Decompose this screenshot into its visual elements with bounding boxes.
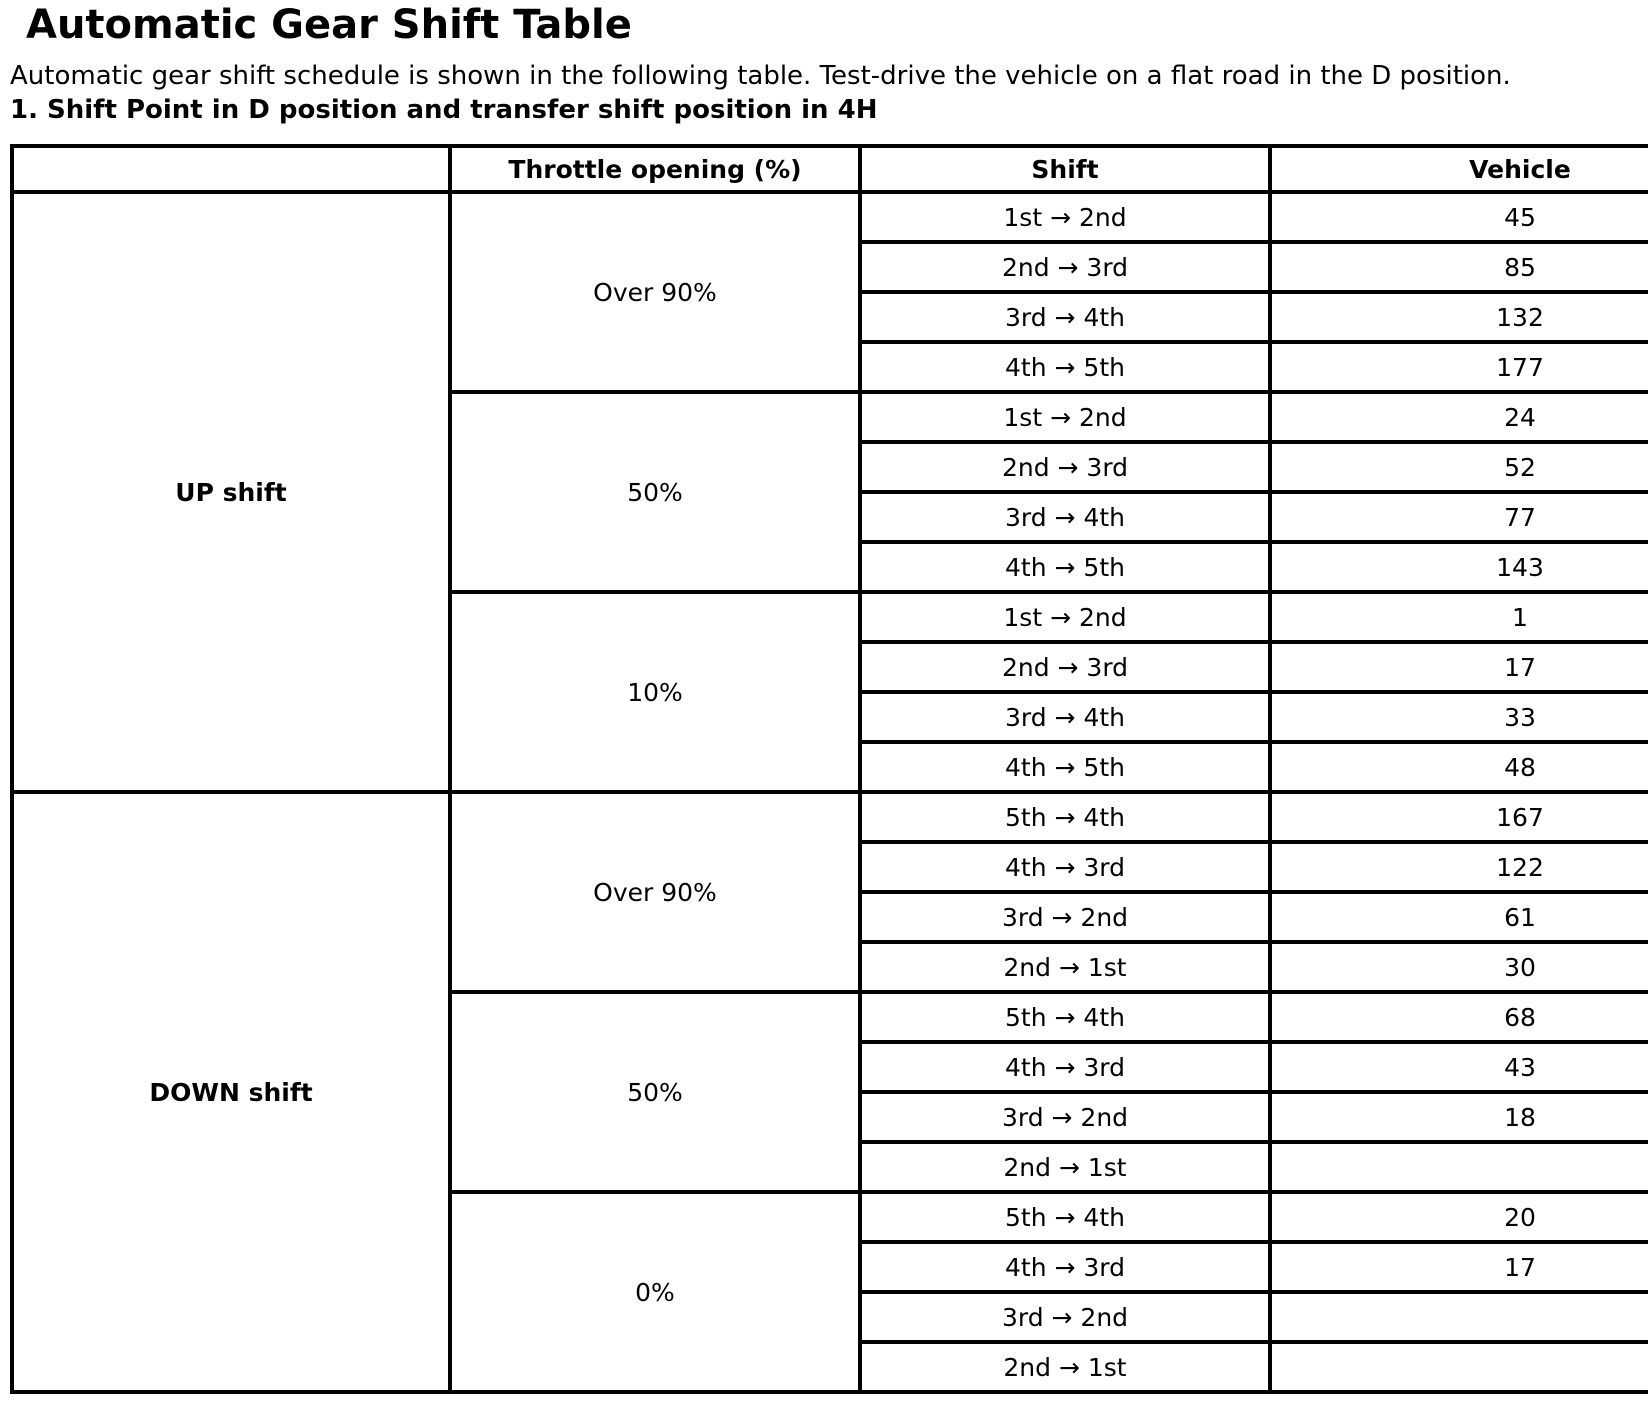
table-row [12,192,1648,242]
vehicle-speed-cell [1270,1142,1648,1192]
shift-cell: 5th → 4th [860,1192,1270,1242]
shift-cell: 3rd → 4th [860,692,1270,742]
shift-group-cell: UP shift [12,192,450,792]
vehicle-speed-cell: 167 [1270,792,1648,842]
page-title: Automatic Gear Shift Table [26,2,632,48]
vehicle-speed-cell: 122 [1270,842,1648,892]
vehicle-speed-cell: 17 [1270,1242,1648,1292]
shift-cell: 4th → 3rd [860,842,1270,892]
header-shift: Shift [860,146,1270,192]
shift-cell: 2nd → 1st [860,942,1270,992]
vehicle-speed-cell: 24 [1270,392,1648,442]
shift-cell: 1st → 2nd [860,592,1270,642]
vehicle-speed-cell: 17 [1270,642,1648,692]
vehicle-speed-cell: 143 [1270,542,1648,592]
shift-cell: 4th → 5th [860,542,1270,592]
vehicle-speed-cell: 132 [1270,292,1648,342]
shift-cell: 1st → 2nd [860,392,1270,442]
shift-cell: 2nd → 3rd [860,242,1270,292]
throttle-cell: 50% [450,392,860,592]
intro-text: Automatic gear shift schedule is shown in the following table. Test-drive the vehicle on a flat road in the D position. [10,61,1511,91]
shift-cell: 2nd → 1st [860,1342,1270,1392]
shift-cell: 2nd → 3rd [860,442,1270,492]
shift-cell: 5th → 4th [860,992,1270,1042]
vehicle-speed-cell: 177 [1270,342,1648,392]
vehicle-speed-cell: 33 [1270,692,1648,742]
throttle-cell: Over 90% [450,792,860,992]
vehicle-speed-cell: 45 [1270,192,1648,242]
shift-cell: 5th → 4th [860,792,1270,842]
vehicle-speed-cell: 20 [1270,1192,1648,1242]
vehicle-speed-cell: 30 [1270,942,1648,992]
section-heading: 1. Shift Point in D position and transfer shift position in 4H [10,95,878,125]
shift-cell: 3rd → 2nd [860,892,1270,942]
vehicle-speed-cell: 18 [1270,1092,1648,1142]
shift-cell: 2nd → 3rd [860,642,1270,692]
shift-cell: 4th → 3rd [860,1242,1270,1292]
shift-cell: 3rd → 2nd [860,1292,1270,1342]
vehicle-speed-cell: 77 [1270,492,1648,542]
vehicle-speed-cell: 52 [1270,442,1648,492]
vehicle-speed-cell: 1 [1270,592,1648,642]
throttle-cell: 50% [450,992,860,1192]
vehicle-speed-cell: 68 [1270,992,1648,1042]
vehicle-speed-cell: 43 [1270,1042,1648,1092]
header-vehicle-speed: Vehicle [1270,146,1648,192]
throttle-cell: Over 90% [450,192,860,392]
shift-table [10,144,1648,1394]
shift-table-container [10,144,1648,1394]
vehicle-speed-cell [1270,1292,1648,1342]
vehicle-speed-cell [1270,1342,1648,1392]
throttle-cell: 10% [450,592,860,792]
shift-cell: 4th → 5th [860,742,1270,792]
shift-cell: 4th → 5th [860,342,1270,392]
vehicle-speed-cell: 48 [1270,742,1648,792]
shift-cell: 2nd → 1st [860,1142,1270,1192]
shift-cell: 4th → 3rd [860,1042,1270,1092]
shift-cell: 3rd → 2nd [860,1092,1270,1142]
throttle-cell: 0% [450,1192,860,1392]
vehicle-speed-cell: 85 [1270,242,1648,292]
vehicle-speed-cell: 61 [1270,892,1648,942]
header-row [12,146,1648,192]
shift-cell: 1st → 2nd [860,192,1270,242]
table-row [12,792,1648,842]
header-group [12,146,450,192]
header-throttle: Throttle opening (%) [450,146,860,192]
shift-cell: 3rd → 4th [860,492,1270,542]
shift-group-cell: DOWN shift [12,792,450,1392]
shift-cell: 3rd → 4th [860,292,1270,342]
table-body [12,192,1648,1392]
